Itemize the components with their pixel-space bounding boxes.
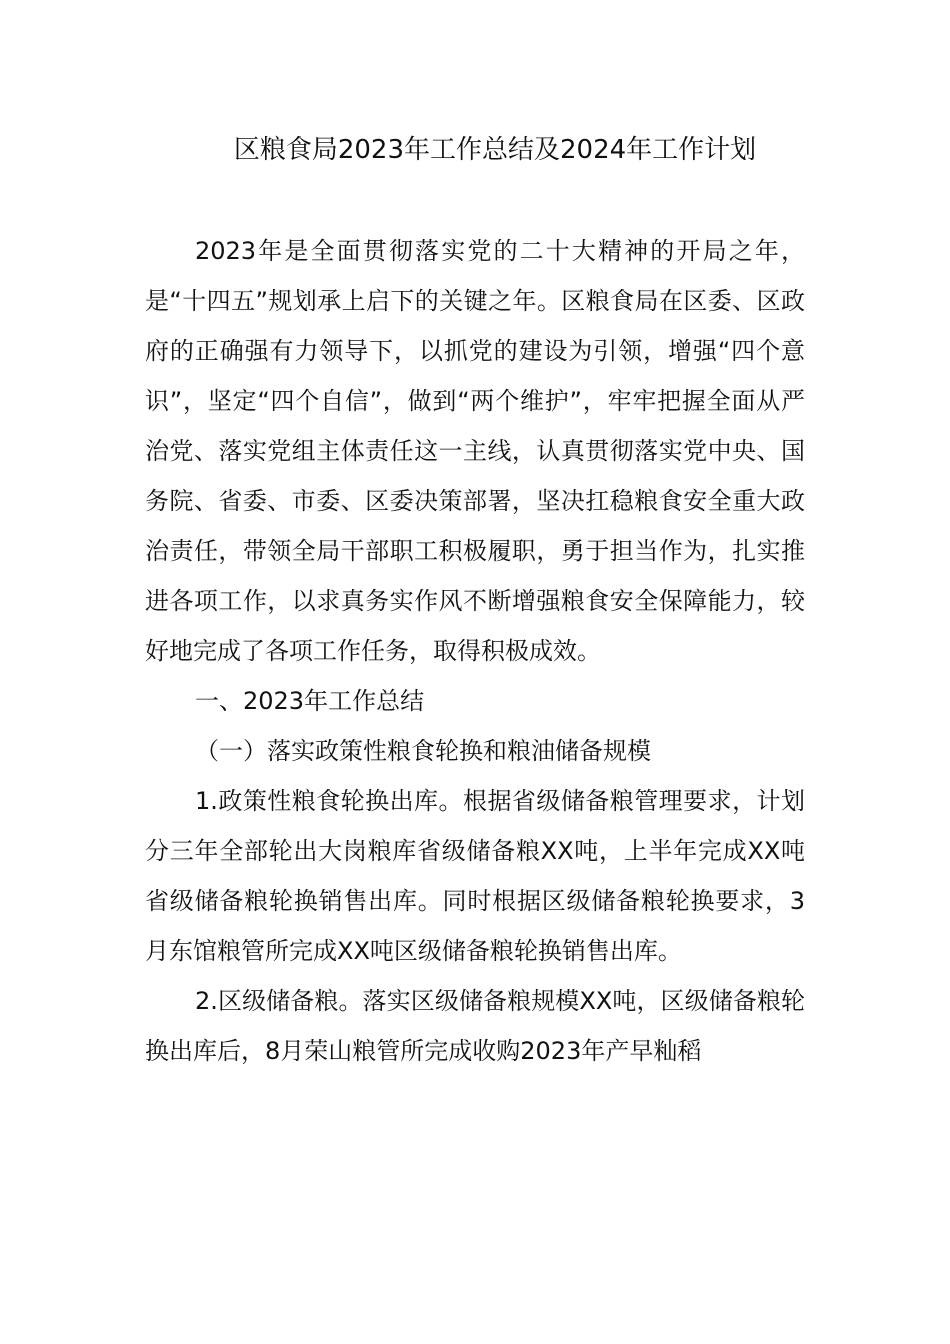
document-body [145,226,805,1076]
section-heading: 一、2023年工作总结 [195,687,425,715]
item-paragraph-1: 1.政策性粮食轮换出库。根据省级储备粮管理要求，计划分三年全部轮出大岗粮库省级储备粮XX吨，上半年完成XX吨省级储备粮轮换销售出库。同时根据区级储备粮轮换要求，3月东馆粮管所完成XX吨区级储备粮轮换销售出库。 [145,787,805,965]
document-title: 区粮食局2023年工作总结及2024年工作计划 [233,135,757,165]
subsection-heading: （一）落实政策性粮食轮换和粮油储备规模 [195,737,651,765]
intro-paragraph: 2023年是全面贯彻落实党的二十大精神的开局之年，是“十四五”规划承上启下的关键之年。区粮食局在区委、区政府的正确强有力领导下，以抓党的建设为引领，增强“四个意识”，坚定“四个自信”，做到“两个维护”，牢牢把握全面从严治党、落实党组主体责任这一主线，认真贯彻落实党中央、国务院、省委、市委、区委决策部署，坚决扛稳粮食安全重大政治责任，带领全局干部职工积极履职，勇于担当作为，扎实推进各项工作，以求真务实作风不断增强粮食安全保障能力，较好地完成了各项工作任务，取得积极成效。 [145,237,805,665]
item-paragraph-2: 2.区级储备粮。落实区级储备粮规模XX吨，区级储备粮轮换出库后，8月荣山粮管所完成收购2023年产早籼稻 [145,987,805,1065]
